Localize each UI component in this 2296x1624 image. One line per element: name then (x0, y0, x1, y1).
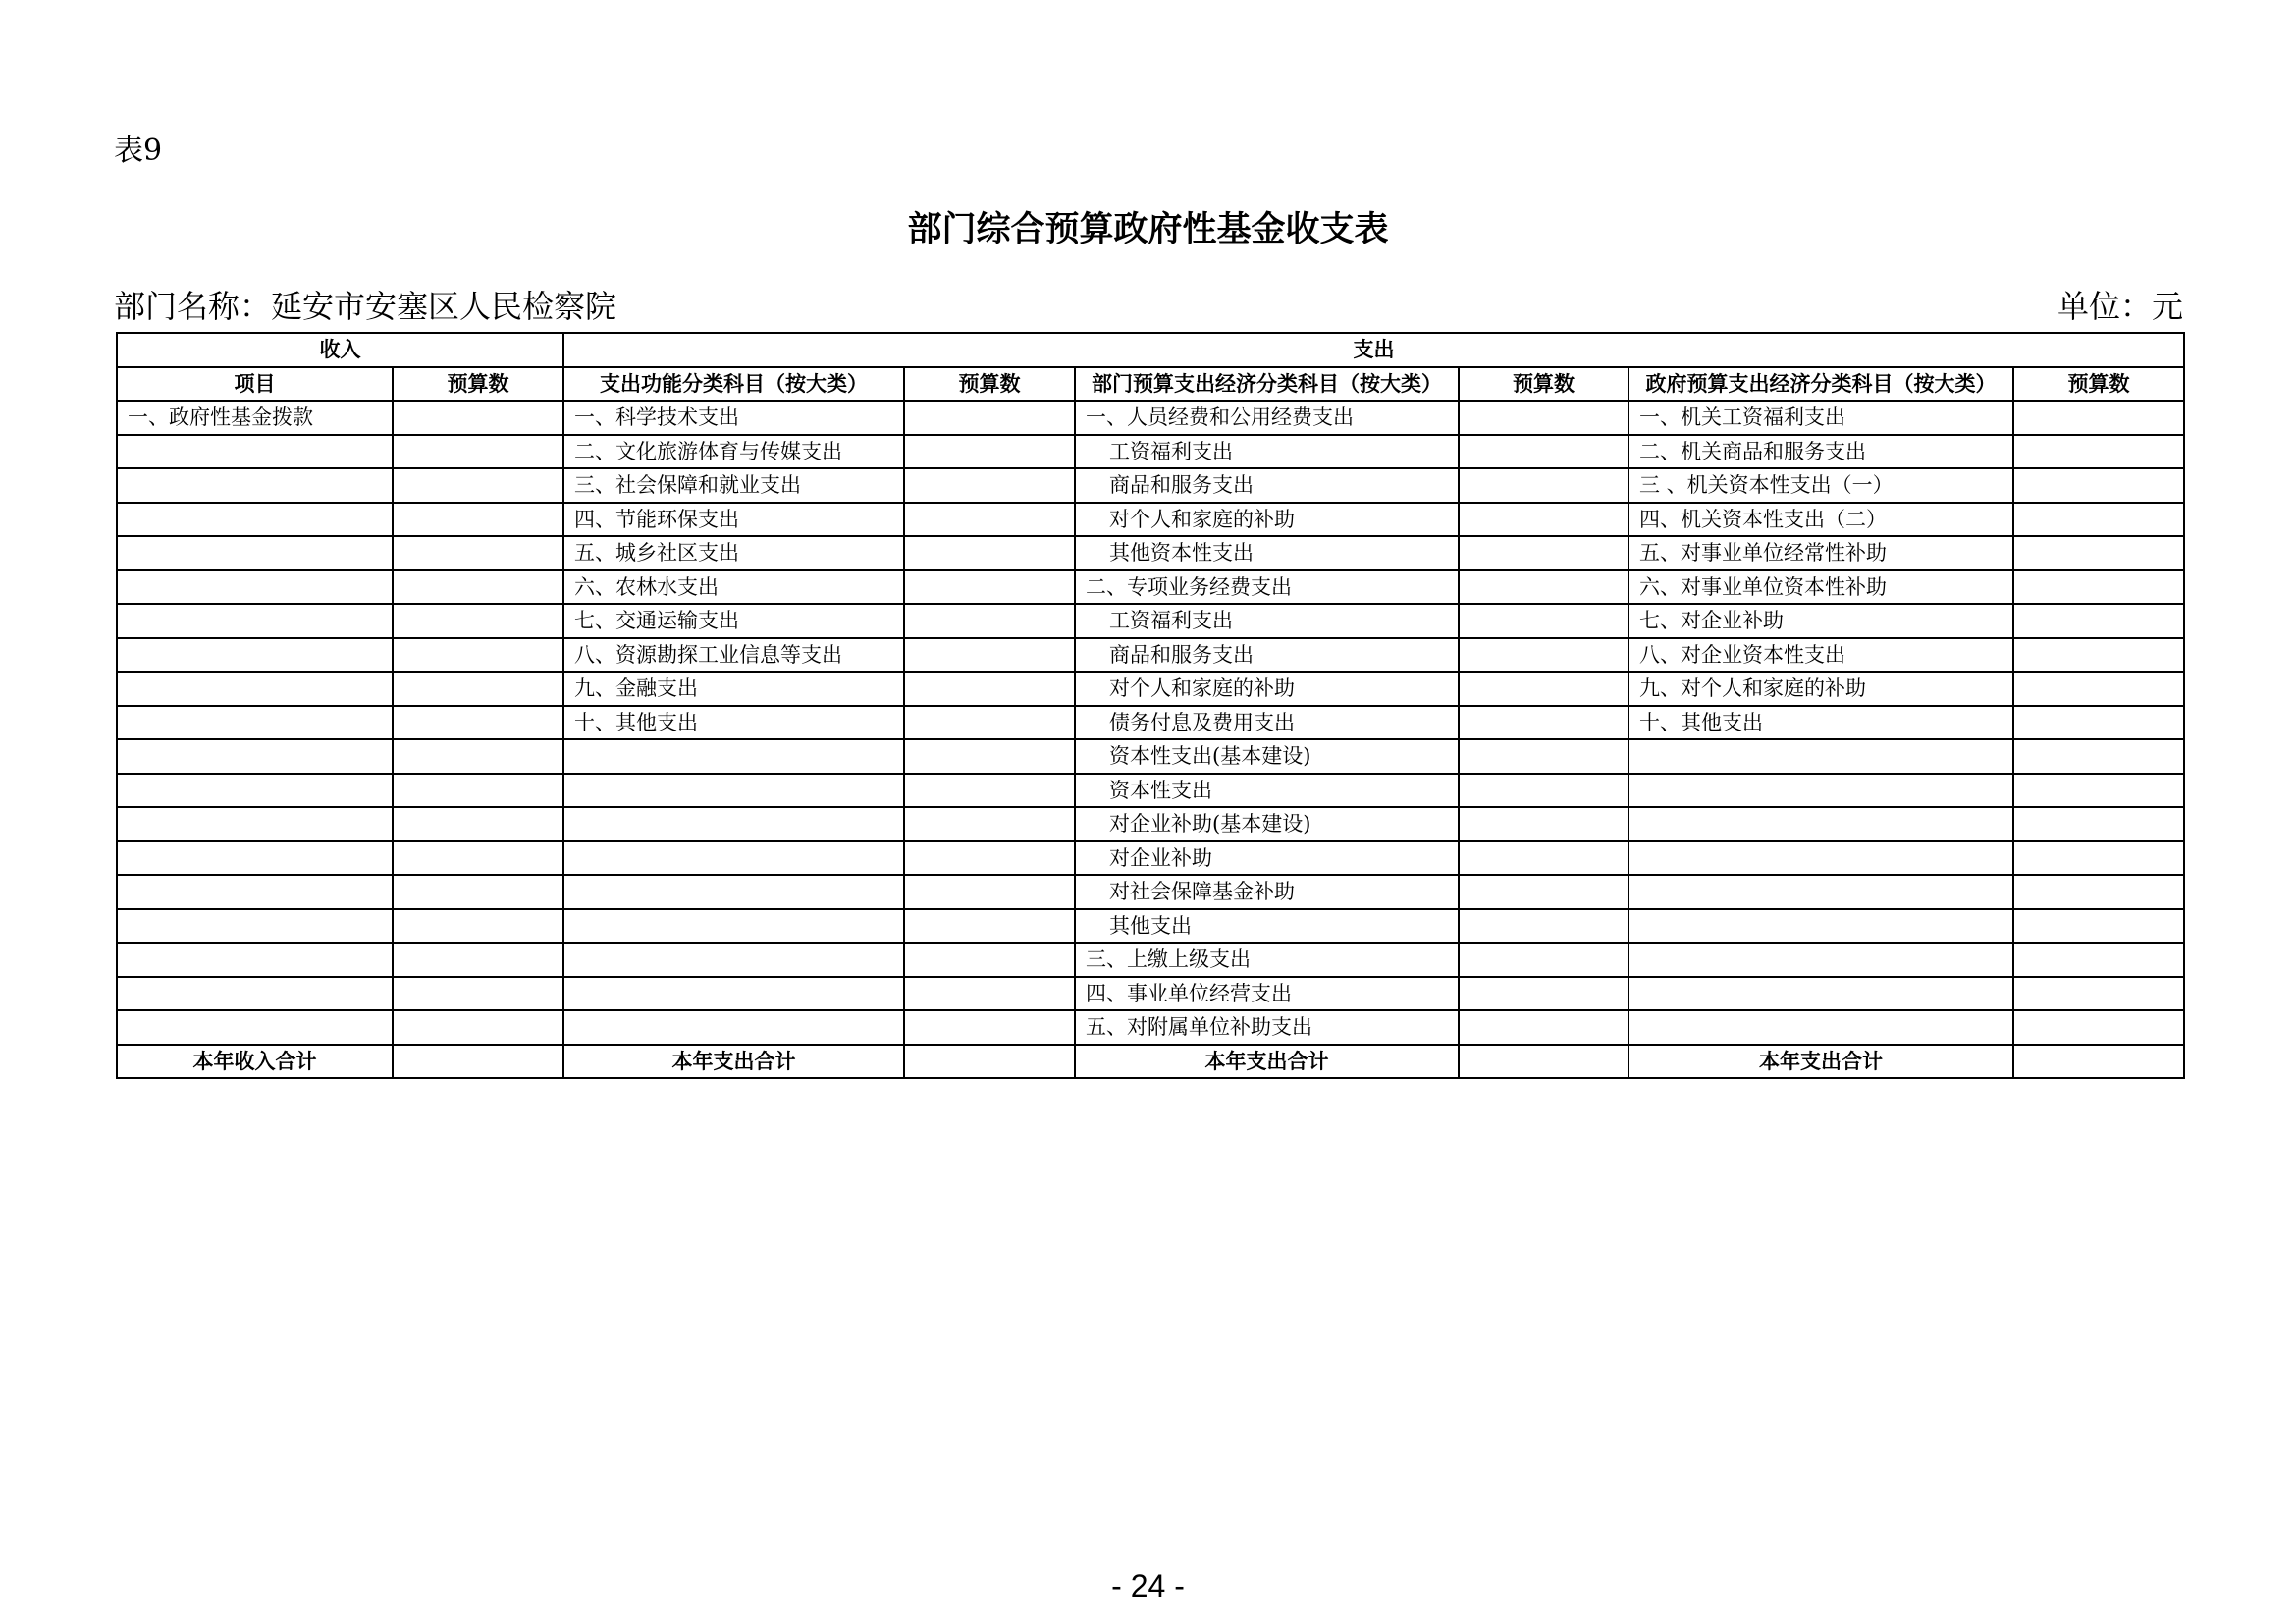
col-header-gov-economic-category: 政府预算支出经济分类科目（按大类） (1629, 367, 2013, 402)
income-amount-cell (393, 774, 563, 808)
dept-economic-amount-cell (1459, 503, 1629, 537)
table-row (117, 672, 2184, 706)
function-amount-cell (904, 807, 1075, 841)
table-row (117, 943, 2184, 977)
dept-economic-category-cell: 对社会保障基金补助 (1075, 875, 1459, 909)
function-amount-cell (904, 977, 1075, 1011)
table-row (117, 706, 2184, 740)
dept-economic-amount-cell (1459, 774, 1629, 808)
gov-economic-category-cell: 十、其他支出 (1629, 706, 2013, 740)
function-amount-cell (904, 604, 1075, 638)
gov-economic-amount-cell (2013, 638, 2184, 673)
dept-economic-amount-cell (1459, 977, 1629, 1011)
function-amount-cell (904, 468, 1075, 503)
function-category-cell (563, 909, 904, 944)
income-amount-cell (393, 468, 563, 503)
gov-economic-category-cell: 七、对企业补助 (1629, 604, 2013, 638)
dept-economic-category-cell: 债务付息及费用支出 (1075, 706, 1459, 740)
dept-economic-amount-cell (1459, 604, 1629, 638)
gov-economic-amount-cell (2013, 739, 2184, 774)
gov-economic-amount-cell (2013, 468, 2184, 503)
function-amount-cell (904, 909, 1075, 944)
function-category-cell (563, 841, 904, 876)
department-name: 部门名称：延安市安塞区人民检察院 (114, 288, 617, 325)
function-amount-cell (904, 774, 1075, 808)
table-row (117, 841, 2184, 876)
income-item-cell (117, 774, 393, 808)
dept-economic-amount-cell (1459, 570, 1629, 605)
document-title: 部门综合预算政府性基金收支表 (907, 210, 1389, 249)
function-category-cell: 四、节能环保支出 (563, 503, 904, 537)
function-category-cell (563, 774, 904, 808)
table-row (117, 570, 2184, 605)
gov-economic-amount-cell (2013, 536, 2184, 570)
gov-economic-amount-cell (2013, 774, 2184, 808)
dept-economic-total-amount (1459, 1045, 1629, 1079)
gov-economic-amount-cell (2013, 435, 2184, 469)
table-row (117, 503, 2184, 537)
dept-economic-amount-cell (1459, 638, 1629, 673)
income-amount-cell (393, 638, 563, 673)
dept-economic-amount-cell (1459, 468, 1629, 503)
income-item-cell (117, 875, 393, 909)
gov-economic-amount-cell (2013, 503, 2184, 537)
income-item-cell (117, 468, 393, 503)
table-number: 表9 (114, 134, 163, 168)
table-row (117, 468, 2184, 503)
dept-economic-category-cell: 二、专项业务经费支出 (1075, 570, 1459, 605)
function-category-cell (563, 1010, 904, 1045)
function-category-cell: 二、文化旅游体育与传媒支出 (563, 435, 904, 469)
income-item-cell (117, 909, 393, 944)
income-item-cell (117, 503, 393, 537)
gov-economic-amount-cell (2013, 977, 2184, 1011)
table-row (117, 1010, 2184, 1045)
gov-economic-category-cell: 八、对企业资本性支出 (1629, 638, 2013, 673)
dept-economic-amount-cell (1459, 536, 1629, 570)
dept-economic-amount-cell (1459, 435, 1629, 469)
dept-economic-amount-cell (1459, 807, 1629, 841)
dept-economic-total-label: 本年支出合计 (1075, 1045, 1459, 1079)
income-amount-cell (393, 1010, 563, 1045)
income-item-cell: 一、政府性基金拨款 (117, 401, 393, 435)
dept-economic-category-cell: 工资福利支出 (1075, 435, 1459, 469)
income-amount-cell (393, 401, 563, 435)
function-category-cell: 九、金融支出 (563, 672, 904, 706)
function-amount-cell (904, 943, 1075, 977)
gov-economic-amount-cell (2013, 604, 2184, 638)
gov-economic-amount-cell (2013, 943, 2184, 977)
income-amount-cell (393, 672, 563, 706)
dept-economic-category-cell: 一、人员经费和公用经费支出 (1075, 401, 1459, 435)
function-category-cell (563, 739, 904, 774)
gov-economic-total-label: 本年支出合计 (1629, 1045, 2013, 1079)
dept-economic-amount-cell (1459, 841, 1629, 876)
gov-economic-category-cell: 四、机关资本性支出（二） (1629, 503, 2013, 537)
gov-economic-amount-cell (2013, 807, 2184, 841)
budget-table-body (117, 401, 2184, 1045)
table-row (117, 774, 2184, 808)
gov-economic-category-cell (1629, 807, 2013, 841)
dept-economic-category-cell: 资本性支出 (1075, 774, 1459, 808)
function-amount-cell (904, 739, 1075, 774)
dept-economic-amount-cell (1459, 672, 1629, 706)
dept-economic-amount-cell (1459, 1010, 1629, 1045)
income-item-cell (117, 943, 393, 977)
dept-economic-category-cell: 其他支出 (1075, 909, 1459, 944)
function-amount-cell (904, 1010, 1075, 1045)
income-section-header: 收入 (117, 333, 563, 367)
income-item-cell (117, 672, 393, 706)
table-row (117, 739, 2184, 774)
expense-section-header: 支出 (563, 333, 2184, 367)
dept-economic-category-cell: 其他资本性支出 (1075, 536, 1459, 570)
dept-economic-category-cell: 工资福利支出 (1075, 604, 1459, 638)
function-amount-cell (904, 536, 1075, 570)
function-category-cell: 八、资源勘探工业信息等支出 (563, 638, 904, 673)
function-amount-cell (904, 841, 1075, 876)
income-amount-cell (393, 943, 563, 977)
function-total-amount (904, 1045, 1075, 1079)
income-item-cell (117, 1010, 393, 1045)
gov-economic-category-cell: 三 、机关资本性支出（一） (1629, 468, 2013, 503)
gov-economic-amount-cell (2013, 570, 2184, 605)
gov-economic-category-cell: 一、机关工资福利支出 (1629, 401, 2013, 435)
gov-economic-category-cell: 六、对事业单位资本性补助 (1629, 570, 2013, 605)
gov-economic-total-amount (2013, 1045, 2184, 1079)
gov-economic-amount-cell (2013, 672, 2184, 706)
gov-economic-amount-cell (2013, 909, 2184, 944)
income-amount-cell (393, 875, 563, 909)
income-item-cell (117, 977, 393, 1011)
function-amount-cell (904, 638, 1075, 673)
table-row (117, 977, 2184, 1011)
dept-economic-category-cell: 资本性支出(基本建设) (1075, 739, 1459, 774)
dept-economic-amount-cell (1459, 943, 1629, 977)
table-row (117, 638, 2184, 673)
function-amount-cell (904, 706, 1075, 740)
table-row (117, 875, 2184, 909)
table-row (117, 807, 2184, 841)
income-item-cell (117, 739, 393, 774)
income-item-cell (117, 638, 393, 673)
col-header-dept-economic-category: 部门预算支出经济分类科目（按大类） (1075, 367, 1459, 402)
table-row (117, 401, 2184, 435)
dept-economic-category-cell: 三、上缴上级支出 (1075, 943, 1459, 977)
income-item-cell (117, 706, 393, 740)
table-row (117, 435, 2184, 469)
income-amount-cell (393, 977, 563, 1011)
gov-economic-category-cell: 二、机关商品和服务支出 (1629, 435, 2013, 469)
function-amount-cell (904, 435, 1075, 469)
table-row (117, 909, 2184, 944)
table-row (117, 536, 2184, 570)
dept-economic-category-cell: 商品和服务支出 (1075, 638, 1459, 673)
unit-label: 单位：元 (2056, 288, 2183, 325)
function-total-label: 本年支出合计 (563, 1045, 904, 1079)
income-total-amount (393, 1045, 563, 1079)
col-header-dept-economic-amount: 预算数 (1459, 367, 1629, 402)
function-category-cell: 六、农林水支出 (563, 570, 904, 605)
income-item-cell (117, 536, 393, 570)
function-category-cell: 五、城乡社区支出 (563, 536, 904, 570)
section-header-row (117, 333, 2184, 367)
gov-economic-category-cell (1629, 875, 2013, 909)
col-header-function-amount: 预算数 (904, 367, 1075, 402)
income-item-cell (117, 841, 393, 876)
dept-economic-category-cell: 对个人和家庭的补助 (1075, 503, 1459, 537)
income-amount-cell (393, 503, 563, 537)
gov-economic-category-cell (1629, 739, 2013, 774)
dept-economic-amount-cell (1459, 401, 1629, 435)
income-item-cell (117, 435, 393, 469)
dept-economic-category-cell: 四、事业单位经营支出 (1075, 977, 1459, 1011)
budget-table (116, 332, 2185, 1079)
income-item-cell (117, 570, 393, 605)
function-category-cell (563, 807, 904, 841)
function-category-cell (563, 875, 904, 909)
gov-economic-category-cell (1629, 774, 2013, 808)
function-amount-cell (904, 503, 1075, 537)
col-header-gov-economic-amount: 预算数 (2013, 367, 2184, 402)
income-amount-cell (393, 435, 563, 469)
function-amount-cell (904, 401, 1075, 435)
col-header-function-category: 支出功能分类科目（按大类） (563, 367, 904, 402)
total-row (117, 1045, 2184, 1079)
gov-economic-category-cell: 九、对个人和家庭的补助 (1629, 672, 2013, 706)
dept-economic-amount-cell (1459, 739, 1629, 774)
dept-economic-amount-cell (1459, 909, 1629, 944)
dept-economic-amount-cell (1459, 875, 1629, 909)
col-header-income-amount: 预算数 (393, 367, 563, 402)
gov-economic-category-cell (1629, 1010, 2013, 1045)
gov-economic-amount-cell (2013, 1010, 2184, 1045)
function-amount-cell (904, 570, 1075, 605)
dept-economic-category-cell: 对个人和家庭的补助 (1075, 672, 1459, 706)
income-amount-cell (393, 909, 563, 944)
function-category-cell (563, 943, 904, 977)
gov-economic-category-cell (1629, 909, 2013, 944)
function-category-cell: 一、科学技术支出 (563, 401, 904, 435)
income-amount-cell (393, 841, 563, 876)
income-amount-cell (393, 570, 563, 605)
function-category-cell: 十、其他支出 (563, 706, 904, 740)
dept-economic-amount-cell (1459, 706, 1629, 740)
income-amount-cell (393, 739, 563, 774)
income-item-cell (117, 807, 393, 841)
dept-economic-category-cell: 对企业补助(基本建设) (1075, 807, 1459, 841)
function-amount-cell (904, 875, 1075, 909)
dept-economic-category-cell: 对企业补助 (1075, 841, 1459, 876)
gov-economic-category-cell: 五、对事业单位经常性补助 (1629, 536, 2013, 570)
income-amount-cell (393, 536, 563, 570)
income-amount-cell (393, 604, 563, 638)
function-category-cell (563, 977, 904, 1011)
gov-economic-category-cell (1629, 943, 2013, 977)
column-header-row (117, 367, 2184, 402)
table-row (117, 604, 2184, 638)
gov-economic-amount-cell (2013, 841, 2184, 876)
gov-economic-category-cell (1629, 977, 2013, 1011)
income-amount-cell (393, 807, 563, 841)
gov-economic-amount-cell (2013, 706, 2184, 740)
gov-economic-amount-cell (2013, 875, 2184, 909)
page-number: - 24 - (1111, 1568, 1185, 1603)
gov-economic-amount-cell (2013, 401, 2184, 435)
function-category-cell: 七、交通运输支出 (563, 604, 904, 638)
col-header-item: 项目 (117, 367, 393, 402)
income-amount-cell (393, 706, 563, 740)
income-total-label: 本年收入合计 (117, 1045, 393, 1079)
dept-economic-category-cell: 商品和服务支出 (1075, 468, 1459, 503)
dept-economic-category-cell: 五、对附属单位补助支出 (1075, 1010, 1459, 1045)
income-item-cell (117, 604, 393, 638)
function-category-cell: 三、社会保障和就业支出 (563, 468, 904, 503)
gov-economic-category-cell (1629, 841, 2013, 876)
function-amount-cell (904, 672, 1075, 706)
